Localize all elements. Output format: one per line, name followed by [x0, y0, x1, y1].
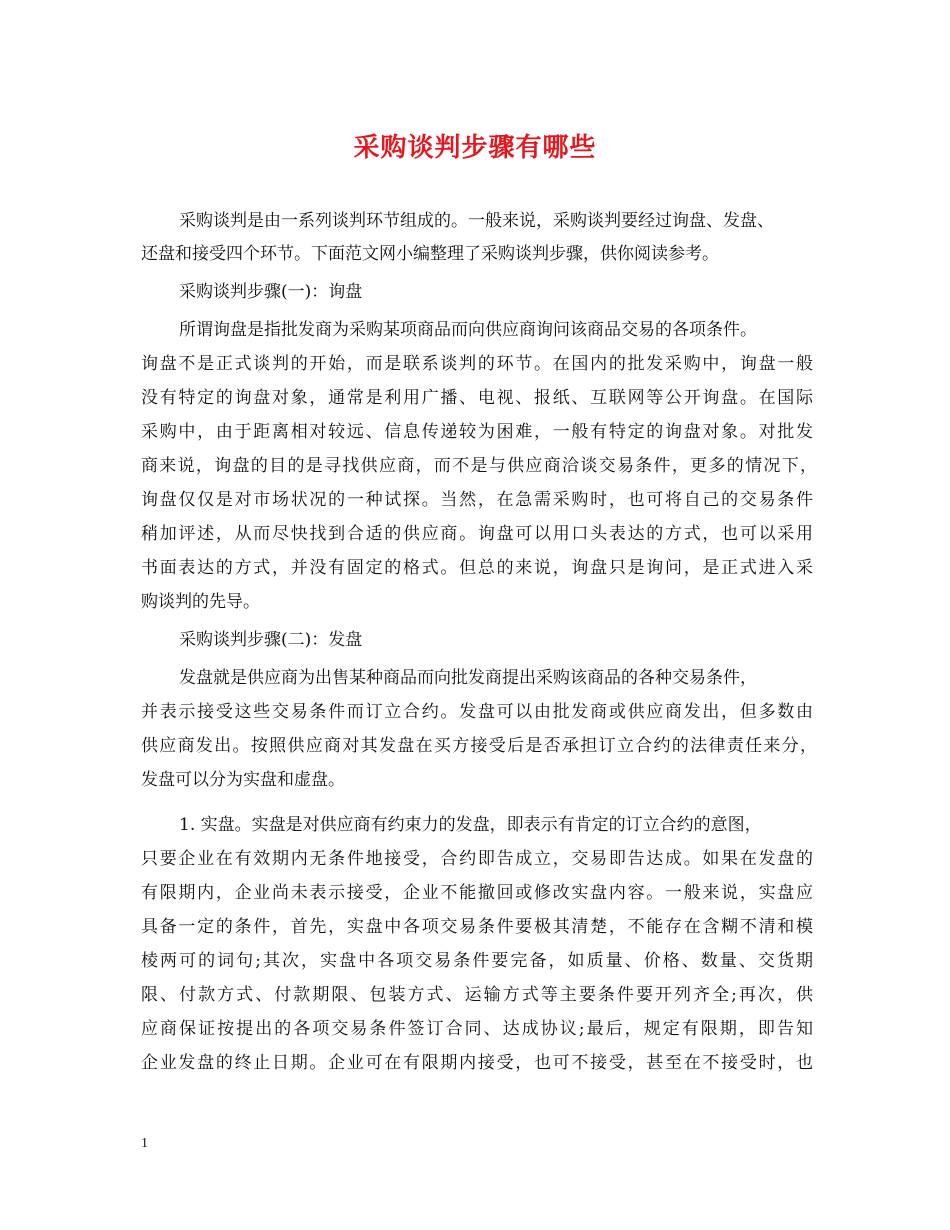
paragraph-line: 应商保证按提出的各项交易条件签订合同、达成协议;最后，规定有限期，即告知 [141, 1019, 813, 1039]
paragraph-line: 没有特定的询盘对象，通常是利用广播、电视、报纸、互联网等公开询盘。在国际 [141, 388, 813, 408]
paragraph-line: 询盘仅仅是对市场状况的一种试探。当然，在急需采购时，也可将自己的交易条件 [141, 490, 813, 510]
paragraph-line: 还盘和接受四个环节。下面范文网小编整理了采购谈判步骤，供你阅读参考。 [141, 244, 719, 264]
paragraph-line: 所谓询盘是指批发商为采购某项商品而向供应商询问该商品交易的各项条件。 [179, 320, 757, 340]
paragraph-line: 采购谈判是由一系列谈判环节组成的。一般来说，采购谈判要经过询盘、发盘、 [179, 211, 774, 231]
page-number: 1 [141, 1136, 148, 1151]
paragraph-line: 棱两可的词句;其次，实盘中各项交易条件要完备，如质量、价格、数量、交货期 [141, 951, 813, 971]
paragraph-line: 供应商发出。按照供应商对其发盘在买方接受后是否承担订立合约的法律责任来分， [141, 736, 817, 756]
paragraph-line: 询盘不是正式谈判的开始，而是联系谈判的环节。在国内的批发采购中，询盘一般 [141, 354, 813, 374]
section-heading: 采购谈判步骤(二)：发盘 [179, 630, 363, 650]
section-heading: 采购谈判步骤(一)：询盘 [179, 282, 363, 302]
paragraph-line: 发盘就是供应商为出售某种商品而向批发商提出采购该商品的各种交易条件， [179, 668, 757, 688]
paragraph-line: 限、付款方式、付款期限、包装方式、运输方式等主要条件要开列齐全;再次，供 [141, 985, 813, 1005]
paragraph-line: 书面表达的方式，并没有固定的格式。但总的来说，询盘只是询问，是正式进入采 [141, 558, 813, 578]
paragraph-line: 稍加评述，从而尽快找到合适的供应商。询盘可以用口头表达的方式，也可以采用 [141, 524, 813, 544]
paragraph-line: 商来说，询盘的目的是寻找供应商，而不是与供应商洽谈交易条件，更多的情况下， [141, 456, 817, 476]
paragraph-line: 发盘可以分为实盘和虚盘。 [141, 770, 345, 790]
paragraph-line: 企业发盘的终止日期。企业可在有限期内接受，也可不接受，甚至在不接受时，也 [141, 1053, 813, 1073]
document-title: 采购谈判步骤有哪些 [353, 133, 597, 163]
paragraph-line: 采购中，由于距离相对较远、信息传递较为困难，一般有特定的询盘对象。对批发 [141, 422, 813, 442]
paragraph-line: 1. 实盘。实盘是对供应商有约束力的发盘，即表示有肯定的订立合约的意图， [179, 815, 762, 835]
paragraph-line: 具备一定的条件，首先，实盘中各项交易条件要极其清楚，不能存在含糊不清和模 [141, 917, 813, 937]
paragraph-line: 只要企业在有效期内无条件地接受，合约即告成立，交易即告达成。如果在发盘的 [141, 849, 813, 869]
paragraph-line: 购谈判的先导。 [141, 592, 260, 612]
paragraph-line: 并表示接受这些交易条件而订立合约。发盘可以由批发商或供应商发出，但多数由 [141, 702, 813, 722]
paragraph-line: 有限期内，企业尚未表示接受，企业不能撤回或修改实盘内容。一般来说，实盘应 [141, 883, 813, 903]
